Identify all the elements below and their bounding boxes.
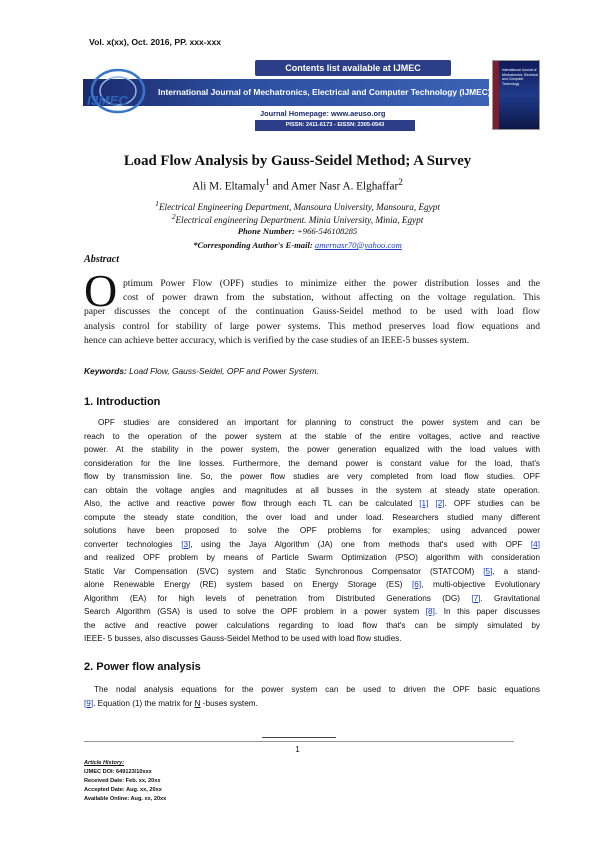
paragraph-line [84,497,540,511]
logo-text: IJMEC [87,93,129,108]
text-run: Also, the active and reactive power flow through each TL can be calculated [84,499,420,508]
keywords-text: Load Flow, Gauss-Seidel, OPF and Power System. [126,366,319,376]
abstract-line: hence can achieve better accuracy, which is verified by the case studies of an IEEE-5 busses system. [84,334,470,346]
text-run: , using the Jaya Algorithm (JA) one from methods that's used with OPF [190,539,531,549]
abstract-heading: Abstract [84,254,120,265]
citation-link[interactable]: [3] [181,539,191,549]
abstract-body [84,277,540,348]
issn-label: PISSN: 2411-6173 - EISSN: 2305-0543 [255,120,415,131]
text-run: Algorithm (EA) for high levels of penetration from Distributed Generations (DG) [84,593,472,603]
history-doi: IJMEC DOI: 649123/10xxx [84,769,152,775]
author-line [0,178,595,193]
paragraph-line: flow by transmission line. So, the power flow studies are very completed from load flow studies. OPF [84,472,540,481]
text-run: Static Var Compensation (SVC) system and Static Synchronous Compensator (STATCOM) [84,566,484,576]
citation-link[interactable]: [7] [471,593,481,603]
phone-value: +966-546108285 [296,226,358,236]
paragraph-line [84,605,540,619]
citation-link[interactable]: [6] [412,580,422,589]
abstract-line: paper discusses the concept of the continuation Gauss-Seidel method to be used with load flow [84,306,540,318]
footer-rule-long [84,741,514,742]
history-title: Article History: [84,760,125,766]
text-run: alone Renewable Energy (RE) system based on Energy Storage (ES) [84,580,413,589]
author-2: Amer Nasr A. Elghaffar [290,180,399,193]
footer-rule-short [262,737,336,738]
section-2-body [84,683,540,710]
text-run: . In this paper discusses [434,607,540,616]
paragraph-line: reach to the operation of the power system at the stable of the entire voltages, active and reactive [84,431,540,441]
email-line [0,240,595,250]
text-run: Search Algorithm (GSA) is used to solve the OPF problem in a power system [84,607,426,616]
section-2-heading: 2. Power flow analysis [84,661,201,673]
paragraph-line [84,592,540,606]
paragraph-line: and realized OPF problem by means of Particle Swarm Optimization (PSO) algorithm with consideration [84,553,540,562]
text-run: . Gravitational [480,593,540,603]
contents-list-label: Contents list available at IJMEC [255,60,451,76]
paragraph-line: consideration for the line losses. Furthermore, the demand power is constant value for the load, that's [84,458,540,468]
text-run: . Equation (1) the matrix for [93,698,195,708]
paragraph-line [84,578,540,592]
citation-link[interactable]: [1] [419,499,429,508]
email-link[interactable]: amernasr70@yahoo.com [314,240,402,250]
paragraph-line: the active and reactive power calculations regarding to load flow that's can be simply simulated by [84,620,540,630]
phone-line [0,226,595,236]
citation-link[interactable]: [4] [530,539,540,549]
cover-text: International Journal of Mechatronics, Electrical and Computer Technology [502,68,538,86]
history-online: Available Online: Aug. xx, 20xx [84,796,167,802]
author-2-sup: 2 [398,178,403,188]
affiliation-1-sup: 1 [155,199,159,208]
paragraph-line [84,538,540,552]
journal-name: International Journal of Mechatronics, Electrical and Computer Technology (IJMEC) [83,79,489,106]
abstract-line: ptimum Power Flow (OPF) studies to minimize either the power distribution losses and the [123,278,540,289]
text-run: . OPF studies can be [444,499,540,508]
journal-homepage: Journal Homepage: www.aeuso.org [260,109,386,118]
volume-header: Vol. x(xx), Oct. 2016, PP. xxx-xxx [89,37,222,47]
paragraph-line: compute the steady state condition, the over load and under load. Researchers studied many different [84,512,540,522]
journal-banner [83,57,540,132]
paragraph-line: power. At the stability in the power system, the power generation equalized with the load values with [84,445,540,454]
author-1: Ali M. Eltamaly [192,180,266,193]
paper-title: Load Flow Analysis by Gauss-Seidel Method; A Survey [123,153,472,169]
paragraph-line [84,565,540,579]
article-history [84,759,166,804]
cover-stripe [493,61,499,129]
paragraph-line: OPF studies are considered an important for planning to construct the power system and can be [98,418,540,427]
history-received: Received Date: Feb. xx, 20xx [84,778,161,784]
paragraph-line: IEEE- 5 busses, also discusses Gauss-Seidel Method to be used with load flow studies. [84,634,402,643]
abstract-line: analysis control for stability of large power systems. This method preserves load flow equations and [84,320,540,332]
text-run: -buses system. [200,698,258,708]
affiliation-2-sup: 2 [171,212,176,221]
text-run: converter technologies [84,539,182,549]
paragraph-line: solutions have been proposed to solve the OPF problems for examples; using advanced power [84,526,540,535]
variable-n: N [194,698,201,708]
abstract-line: cost of power drawn from the substation, without affecting on the voltage regulation. This [123,292,540,304]
section-1-heading: 1. Introduction [84,396,161,408]
text-run: , multi-objective Evolutionary [421,580,540,589]
paragraph-line: can obtain the voltage angles and magnitudes at all busses in the system at steady state operation. [84,485,540,495]
history-accepted: Accepted Date: Aug. xx, 20xx [84,787,162,793]
page-number: 1 [295,745,300,754]
citation-link[interactable]: [2] [435,499,445,508]
citation-link[interactable]: [9] [84,698,94,708]
email-label: *Corresponding Author's E-mail: [193,240,315,250]
journal-cover-thumbnail [492,60,540,130]
keywords-label: Keywords: [84,366,127,376]
section-1-body [84,416,540,646]
author-conjunction: and [269,180,291,193]
affiliation-2 [0,212,595,225]
author-1-sup: 1 [265,178,270,188]
paragraph-line: The nodal analysis equations for the power system can be used to driven the OPF basic equations [94,685,540,694]
affiliation-2-text: Electrical engineering Department. Minia University, Minia, Egypt [175,215,424,226]
affiliation-1 [0,199,595,212]
citation-link[interactable]: [5] [483,566,493,576]
affiliation-1-text: Electrical Engineering Department, Mansoura University, Mansoura, Egypt [158,202,440,213]
text-run: , a stand- [492,566,540,576]
keywords-line [84,366,319,376]
citation-link[interactable]: [8] [425,607,435,616]
phone-label: Phone Number: [237,226,297,236]
abstract-dropcap: O [84,265,118,316]
paragraph-line [84,697,540,711]
